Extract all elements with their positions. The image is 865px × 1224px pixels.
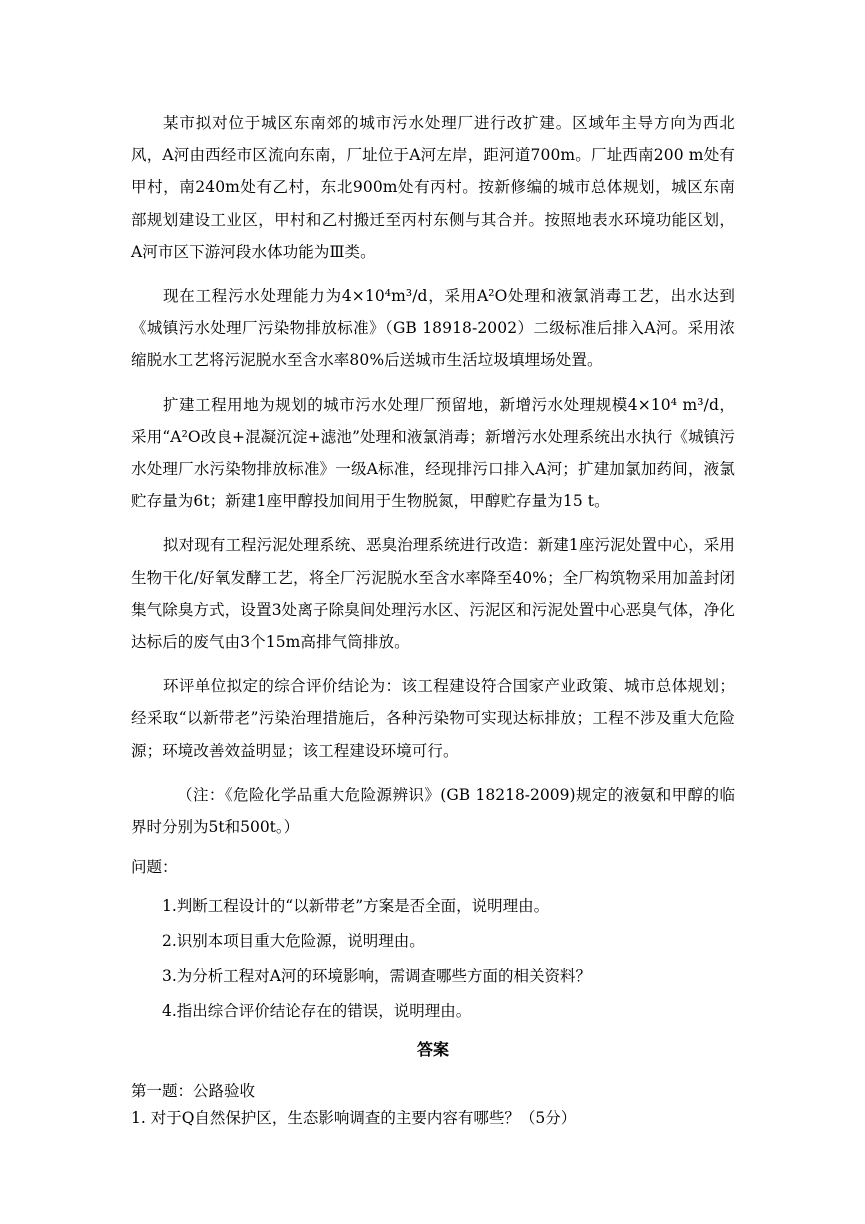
paragraph-background: 某市拟对位于城区东南郊的城市污水处理厂进行改扩建。区域年主导方向为西北风，A河由西经市区流向东南，厂址位于A河左岸，距河道700m。厂址西南200 m处有甲村，南240m处有乙村，东北900m处有丙村。按新修编的城市总体规划，城区东南部规划建设工业区，甲村和乙村搬迁至丙村东侧与其合并。按照地表水环境功能区划，A河市区下游河段水体功能为Ⅲ类。 bbox=[131, 114, 735, 261]
note-hazard-standard: （注：《危险化学品重大危险源辨识》(GB 18218-2009)规定的液氨和甲醇的临界时分别为5t和500t。） bbox=[131, 785, 735, 836]
paragraph-eia-conclusion: 环评单位拟定的综合评价结论为：该工程建设符合国家产业政策、城市总体规划；经采取“以新带老”污染治理措施后，各种污染物可实现达标排放；工程不涉及重大危险源；环境改善效益明显；该工程建设环境可行。 bbox=[131, 677, 735, 760]
question-item: 4.指出综合评价结论存在的错误，说明理由。 bbox=[162, 1002, 472, 1021]
question-item: 2.识别本项目重大危险源，说明理由。 bbox=[162, 932, 425, 951]
document-page bbox=[131, 107, 735, 1132]
answer-heading: 答案 bbox=[416, 1039, 449, 1059]
paragraph-existing-project: 现在工程污水处理能力为4×10⁴m³/d，采用A²O处理和液氯消毒工艺，出水达到《城镇污水处理厂污染物排放标准》（GB 18918-2002）二级标准后排入A河。采用浓缩脱水工艺将污泥脱水至含水率80%后送城市生活垃圾填埋场处置。 bbox=[131, 287, 735, 370]
answer-section-title: 第一题：公路验收 bbox=[131, 1081, 256, 1100]
paragraph-renovation: 拟对现有工程污泥处理系统、恶臭治理系统进行改造：新建1座污泥处置中心，采用生物干化/好氧发酵工艺，将全厂污泥脱水至含水率降至40%；全厂构筑物采用加盖封闭集气除臭方式，设置3处离子除臭间处理污水区、污泥区和污泥处置中心恶臭气体，净化达标后的废气由3个15m高排气筒排放。 bbox=[131, 536, 735, 652]
question-list bbox=[131, 889, 735, 1030]
questions-label: 问题： bbox=[131, 857, 178, 876]
question-item: 3.为分析工程对A河的环境影响，需调查哪些方面的相关资料？ bbox=[162, 967, 591, 986]
answer-question-1: 1. 对于Q自然保护区，生态影响调查的主要内容有哪些？（5分） bbox=[131, 1108, 577, 1127]
paragraph-expansion-project: 扩建工程用地为规划的城市污水处理厂预留地，新增污水处理规模4×10⁴ m³/d，采用“A²O改良+混凝沉淀+滤池”处理和液氯消毒；新增污水处理系统出水执行《城镇污水处理厂水污染物排放标准》一级A标准，经现排污口排入A河；扩建加氯加药间，液氯贮存量为6t；新建1座甲醇投加间用于生物脱氮，甲醇贮存量为15 t。 bbox=[131, 395, 735, 511]
question-item: 1.判断工程设计的“以新带老”方案是否全面，说明理由。 bbox=[162, 896, 550, 915]
